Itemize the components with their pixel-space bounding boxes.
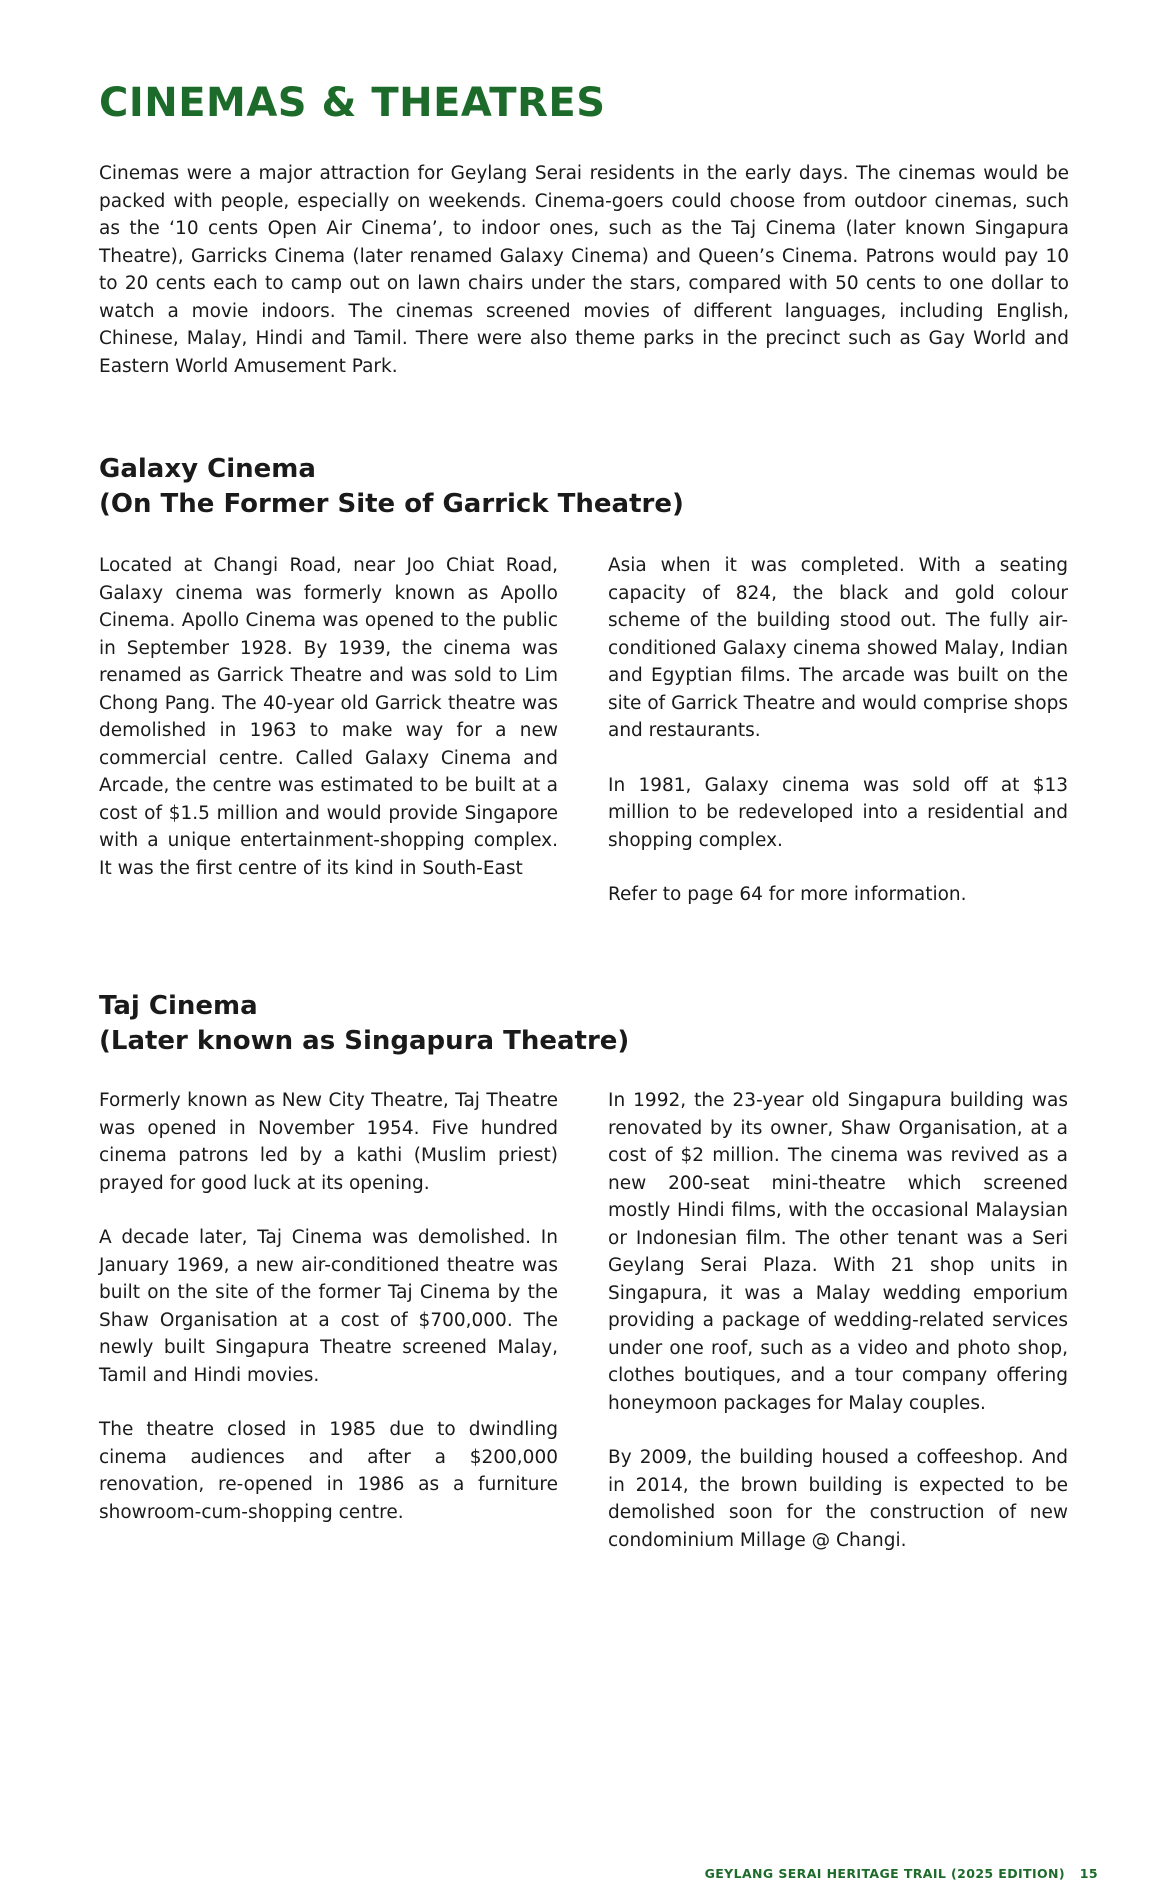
taj-right-column: [608, 1087, 1068, 1581]
taj-right-paragraph: In 1992, the 23-year old Singapura building was renovated by its owner, Shaw Organisation, at a cost of $2 million. The cinema was revived as a new 200-seat mini-theatre which screened mostly Hindi films, with the occasional Malaysian or Indonesian film. The other tenant was a Seri Geylang Serai Plaza. With 21 shop units in Singapura, it was a Malay wedding emporium providing a package of wedding-related services under one roof, such as a video and photo shop, clothes boutiques, and a tour company offering honeymoon packages for Malay couples.: [608, 1090, 1068, 1414]
taj-cinema-heading: [99, 989, 999, 1059]
page-number: 15: [1079, 1866, 1098, 1881]
intro-paragraph: Cinemas were a major attraction for Geylang Serai residents in the early days. The cinemas would be packed with people, especially on weekends. Cinema-goers could choose from outdoor cinemas, such as the ‘10 cents Open Air Cinema’, to indoor ones, such as the Taj Cinema (later known Singapura Theatre), Garricks Cinema (later renamed Galaxy Cinema) and Queen’s Cinema. Patrons would pay 10 to 20 cents each to camp out on lawn chairs under the stars, compared with 50 cents to one dollar to watch a movie indoors. The cinemas screened movies of different languages, including English, Chinese, Malay, Hindi and Tamil. There were also theme parks in the precinct such as Gay World and Eastern World Amusement Park.: [99, 163, 1069, 377]
galaxy-heading-line2: (On The Former Site of Garrick Theatre): [99, 489, 684, 519]
footer-label: GEYLANG SERAI HERITAGE TRAIL (2025 EDITION): [704, 1866, 1066, 1881]
galaxy-left-paragraph: Located at Changi Road, near Joo Chiat Road, Galaxy cinema was formerly known as Apollo Cinema. Apollo Cinema was opened to the public in September 1928. By 1939, the cinema was renamed as Garrick Theatre and was sold to Lim Chong Pang. The 40-year old Garrick theatre was demolished in 1963 to make way for a new commercial centre. Called Galaxy Cinema and Arcade, the centre was estimated to be built at a cost of $1.5 million and would provide Singapore with a unique entertainment-shopping complex. It was the first centre of its kind in South-East: [99, 555, 558, 879]
galaxy-right-column: [608, 552, 1068, 936]
taj-right-paragraph: By 2009, the building housed a coffeeshop. And in 2014, the brown building is expected to be demolished soon for the construction of new condominium Millage @ Changi.: [608, 1447, 1068, 1551]
galaxy-left-column: [99, 552, 558, 909]
taj-left-paragraph: Formerly known as New City Theatre, Taj Theatre was opened in November 1954. Five hundred cinema patrons led by a kathi (Muslim priest) prayed for good luck at its opening.: [99, 1090, 558, 1194]
taj-left-column: [99, 1087, 558, 1553]
galaxy-heading-line1: Galaxy Cinema: [99, 454, 316, 484]
taj-left-paragraph: A decade later, Taj Cinema was demolished. In January 1969, a new air-conditioned theatre was built on the site of the former Taj Cinema by the Shaw Organisation at a cost of $700,000. The newly built Singapura Theatre screened Malay, Tamil and Hindi movies.: [99, 1227, 558, 1386]
galaxy-right-paragraph: Asia when it was completed. With a seating capacity of 824, the black and gold colour scheme of the building stood out. The fully air-conditioned Galaxy cinema showed Malay, Indian and Egyptian films. The arcade was built on the site of Garrick Theatre and would comprise shops and restaurants.: [608, 555, 1068, 741]
page-title: CINEMAS & THEATRES: [99, 80, 606, 126]
taj-heading-line1: Taj Cinema: [99, 991, 258, 1021]
galaxy-page-reference: Refer to page 64 for more information.: [608, 884, 967, 905]
taj-left-paragraph: The theatre closed in 1985 due to dwindling cinema audiences and after a $200,000 renovation, re-opened in 1986 as a furniture showroom-cum-shopping centre.: [99, 1419, 558, 1523]
taj-heading-line2: (Later known as Singapura Theatre): [99, 1026, 630, 1056]
page-footer: [705, 1866, 1098, 1881]
galaxy-right-paragraph: In 1981, Galaxy cinema was sold off at $13 million to be redeveloped into a residential and shopping complex.: [608, 774, 1068, 851]
galaxy-cinema-heading: [99, 452, 999, 522]
